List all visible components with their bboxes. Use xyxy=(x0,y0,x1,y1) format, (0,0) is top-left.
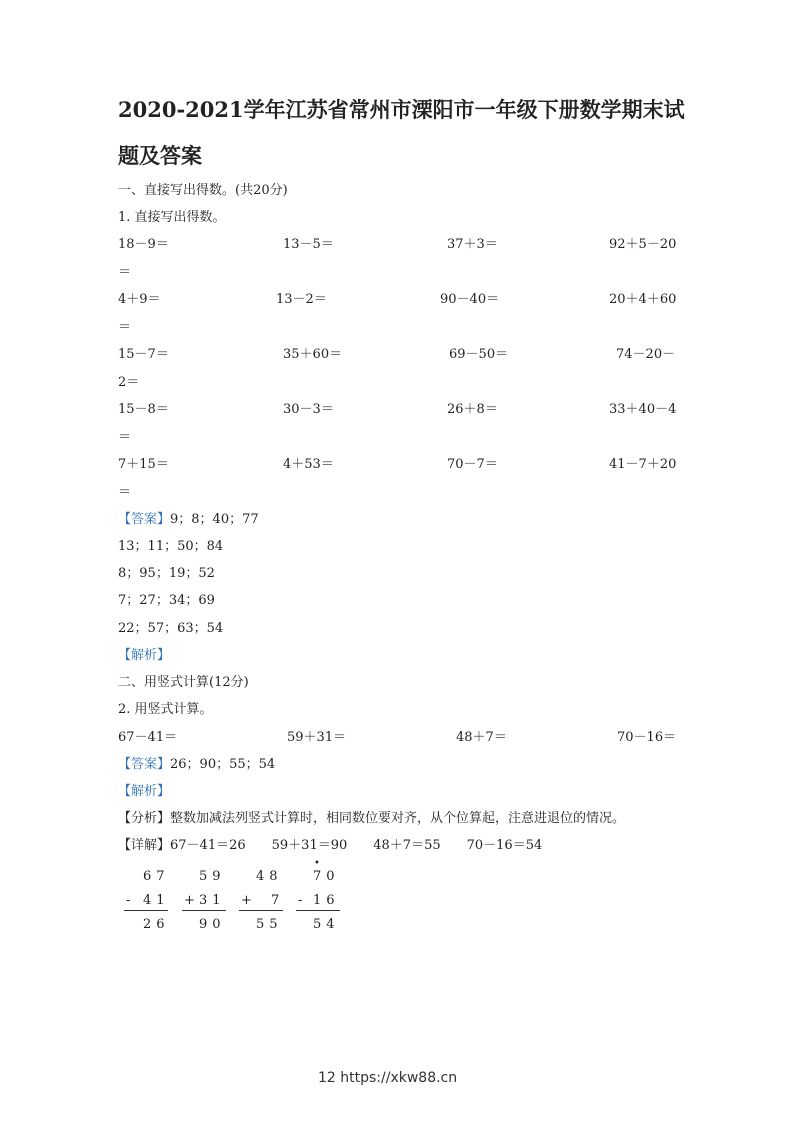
answer-block xyxy=(118,753,275,772)
calc-item: 59＋31＝ xyxy=(287,730,347,745)
calc-item: 33＋40－4 xyxy=(609,402,677,417)
answer-tag: 【答案】 xyxy=(118,757,171,772)
calc-item: 30－3＝ xyxy=(283,402,334,417)
vertical-op: + xyxy=(184,893,200,908)
calc-item: 4＋53＝ xyxy=(283,457,334,472)
calc-item: 69－50＝ xyxy=(449,347,509,362)
vertical-rule xyxy=(296,910,340,911)
vertical-bottom: 16 xyxy=(313,893,340,908)
calc-item: 18－9＝ xyxy=(118,237,169,252)
page-footer: 12 https://xkw88.cn xyxy=(318,1070,458,1086)
calc-item: 70－16＝ xyxy=(617,730,677,745)
calc-item: 35＋60＝ xyxy=(283,347,343,362)
calc-item: 15－7＝ xyxy=(118,347,169,362)
answer-line: 7；27；34；69 xyxy=(118,593,215,608)
fenxi-tag: 【分析】 xyxy=(118,811,171,826)
answer-block xyxy=(118,508,259,527)
xiangjie-block xyxy=(118,834,542,853)
calc-item: 7＋15＝ xyxy=(118,457,169,472)
vertical-result: 90 xyxy=(199,917,226,932)
calc-item: 26＋8＝ xyxy=(447,402,498,417)
answer-line: 26；90；55；54 xyxy=(170,757,276,772)
calc-item: 92＋5－20 xyxy=(609,237,677,252)
calc-item: 90－40＝ xyxy=(440,292,500,307)
xiangjie-text: 67－41＝26 59＋31＝90 48＋7＝55 70－16＝54 xyxy=(170,838,543,853)
vertical-top: 70 xyxy=(313,869,340,884)
calc-item: 20＋4＋60 xyxy=(609,292,677,307)
calc-item-wrap: ＝ xyxy=(118,265,132,280)
doc-title-line2: 题及答案 xyxy=(118,143,202,168)
answer-line: 22；57；63；54 xyxy=(118,621,224,636)
vertical-rule xyxy=(239,910,283,911)
vertical-bottom: 7 xyxy=(271,893,285,908)
answer-line: 13；11；50；84 xyxy=(118,539,224,554)
vertical-rule xyxy=(182,910,226,911)
section1-question: 1. 直接写出得数。 xyxy=(118,210,226,225)
answer-line: 9；8；40；77 xyxy=(170,512,259,527)
calc-item: 13－5＝ xyxy=(283,237,334,252)
calc-item-wrap: ＝ xyxy=(118,430,132,445)
vertical-result: 26 xyxy=(143,917,170,932)
calc-item: 13－2＝ xyxy=(276,292,327,307)
calc-item: 15－8＝ xyxy=(118,402,169,417)
vertical-op: - xyxy=(126,893,136,908)
calc-item-wrap: 2＝ xyxy=(118,375,140,390)
answer-line: 8；95；19；52 xyxy=(118,566,215,581)
calc-item: 37＋3＝ xyxy=(447,237,498,252)
fenxi-text: 整数加减法列竖式计算时，相同数位要对齐，从个位算起，注意进退位的情况。 xyxy=(170,811,626,826)
xiangjie-tag: 【详解】 xyxy=(118,838,171,853)
section2-heading: 二、用竖式计算(12分) xyxy=(118,675,249,690)
fenxi-block xyxy=(118,807,625,826)
vertical-top: 67 xyxy=(143,869,170,884)
analysis-tag: 【解析】 xyxy=(118,784,171,799)
calc-item: 67－41＝ xyxy=(118,730,178,745)
calc-item: 74－20－ xyxy=(616,347,676,362)
vertical-rule xyxy=(124,910,168,911)
borrow-dot: • xyxy=(314,858,320,869)
calc-item: 4＋9＝ xyxy=(118,292,161,307)
calc-item: 48＋7＝ xyxy=(456,730,507,745)
calc-item: 41－7＋20 xyxy=(609,457,677,472)
analysis-tag: 【解析】 xyxy=(118,648,171,663)
vertical-result: 55 xyxy=(256,917,283,932)
vertical-op: + xyxy=(241,893,257,908)
vertical-op: - xyxy=(298,893,308,908)
calc-item-wrap: ＝ xyxy=(118,320,132,335)
calc-item-wrap: ＝ xyxy=(118,485,132,500)
calc-item: 70－7＝ xyxy=(447,457,498,472)
vertical-top: 48 xyxy=(256,869,283,884)
vertical-bottom: 41 xyxy=(143,893,170,908)
vertical-top: 59 xyxy=(199,869,226,884)
doc-title-line1: 2020-2021学年江苏省常州市溧阳市一年级下册数学期末试 xyxy=(118,97,685,122)
vertical-bottom: 31 xyxy=(199,893,226,908)
vertical-result: 54 xyxy=(313,917,340,932)
section1-heading: 一、直接写出得数。(共20分) xyxy=(118,183,288,198)
answer-tag: 【答案】 xyxy=(118,512,171,527)
section2-question: 2. 用竖式计算。 xyxy=(118,702,213,717)
